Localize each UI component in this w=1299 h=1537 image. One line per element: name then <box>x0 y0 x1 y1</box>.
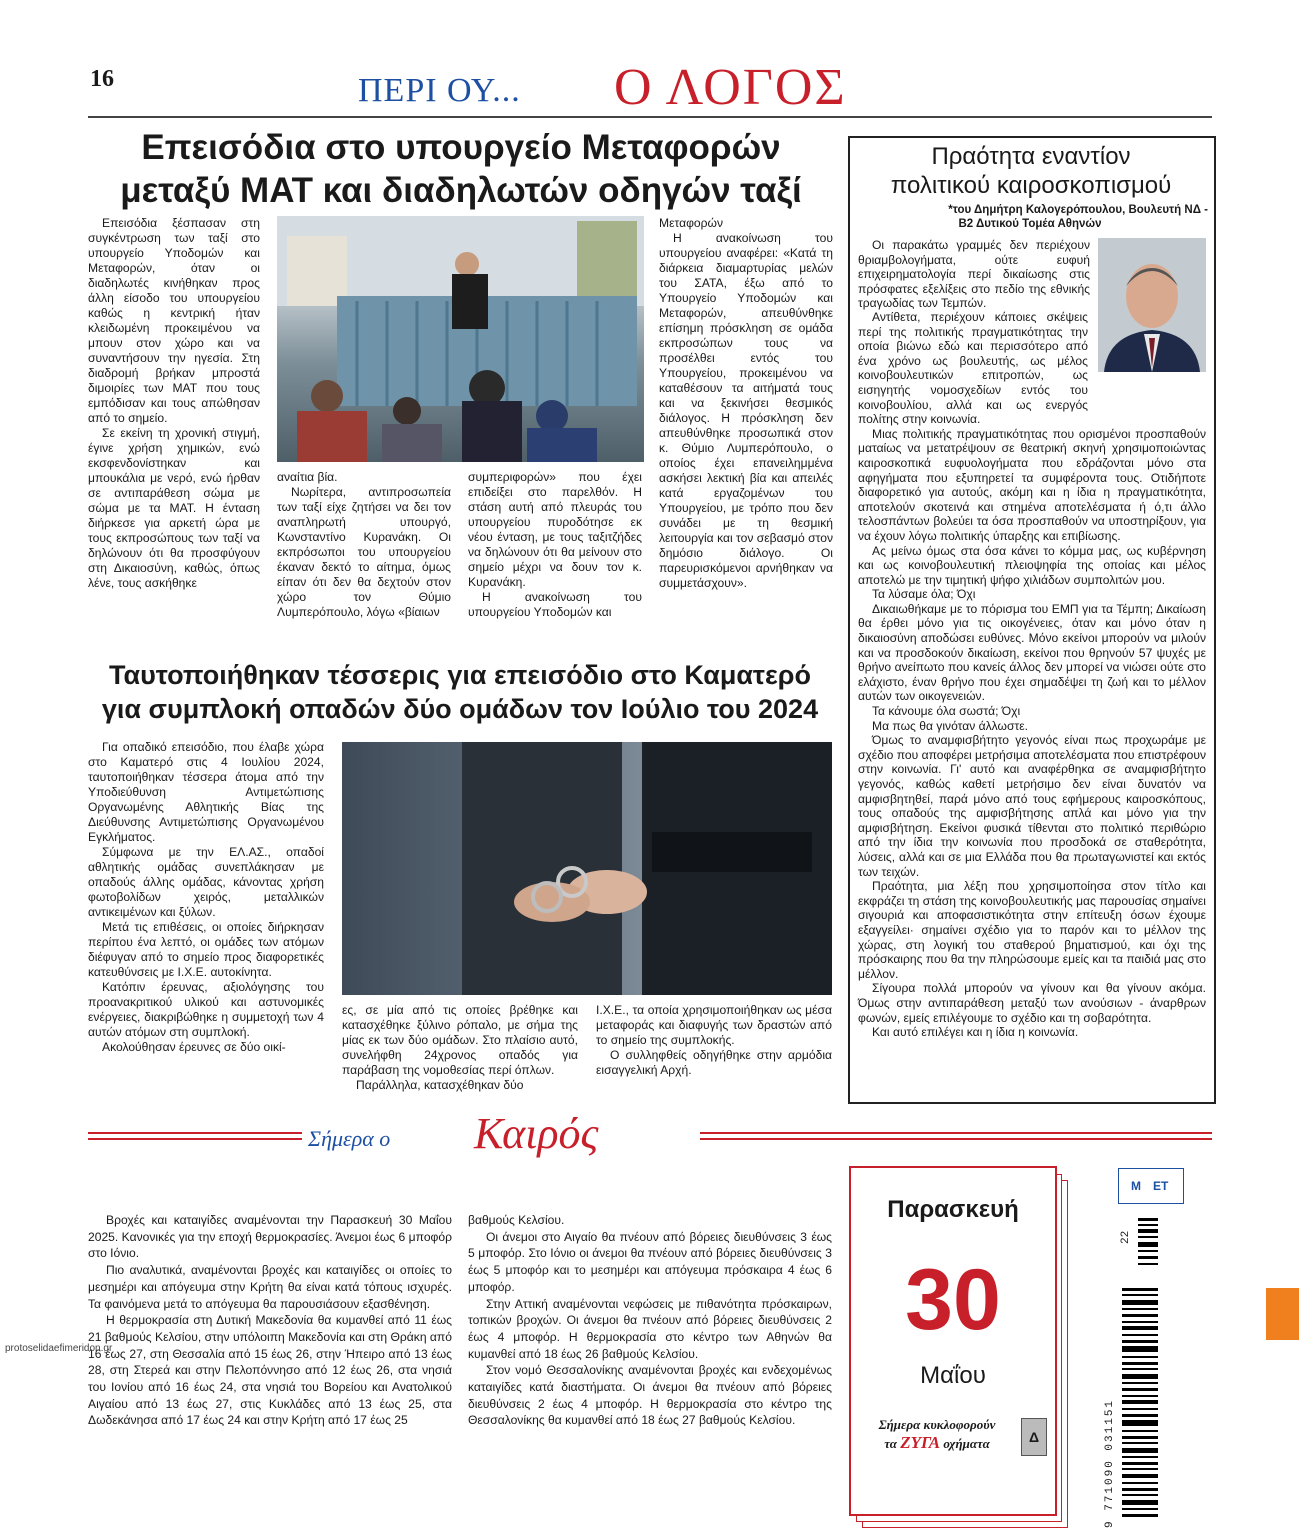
publisher-logo <box>1118 1168 1184 1204</box>
opinion-p3: Μιας πολιτικής πραγματικότητας που ορισμένοι προσπαθούν ματαίως να μετατρέψουν σε θεατρική σκηνή χρησιμοποιώντας καιροσκοπικά ευφυολογήματα που εδράζονται μόνο στα αφηγήματα που εξυπηρετεί τα συμφέροντα τους. Οτιδήποτε διαφορετικό για αυτούς, ακόμη και η ίδια η πραγματικότητα, αποτελούν σκοτεινά και στημένα αποτελέσματα ή ό,τι άλλο τελοσπάντων βολεύει τα όσα προσπαθούν να υποστηρίξουν, για να έχουν λόγω πολιτικής ύπαρξης και επιβίωσης. <box>858 426 1206 543</box>
calendar-month: Μαΐου <box>920 1362 986 1389</box>
opinion-p12: Και αυτό επιλέγει και η ίδια η κοινωνία. <box>872 1025 1079 1040</box>
article1-col1-text: Επεισόδια ξέσπασαν στη συγκέντρωση των ταξί στο υπουργείο Υποδομών και Μεταφορών, όταν οι διαδηλωτές κινήθηκαν προς άλλη είσοδο του υπουργείου καθώς η κεντρική ήταν κλειδωμένη προκειμένου να μπουν στον χώρο και να συναντήσουν την ηγεσία. Στη διαδρομή βρήκαν μπροστά διμοιρίες των ΜΑΤ που τους εμπόδισαν και τους απώθησαν από το σημείο. <box>88 216 260 425</box>
article2-photo <box>342 742 832 995</box>
barcode <box>1108 1218 1162 1530</box>
article2-title-line2: για συμπλοκή οπαδών δύο ομάδων τον Ιούλιο του 2024 <box>101 694 819 724</box>
opinion-p2: Αντίθετα, περιέχουν κάποιες σκέψεις περί της πολιτικής πραγματικότητας την οποία βιώνω εδώ και περισσότερο από ένα χρόνο ως βουλευτής, ως μέλος κοινοβουλευτικών επιτροπών, ως εισηγητής νομοσχεδίων εντός του κοινοβουλίου, αλλά και ως ενεργός πολίτης στην κοινωνία. <box>858 310 1088 427</box>
article1-col2 <box>277 470 451 620</box>
article1-photo <box>277 216 644 462</box>
weather-p3: Η θερμοκρασία στη Δυτική Μακεδονία θα κυμανθεί από 11 έως 21 βαθμούς Κελσίου, στην υπόλοιπη Μακεδονία και στη Θράκη από 16 έως 27, στη Θεσσαλία από 15 έως 26, στην Ήπειρο από 13 έως 28, στη Στερεά και στην Πελοπόννησο από 12 έως 26, στα νησιά του Ιονίου από 16 έως 24, στα νησιά του Βορείου και Ανατολικού Αιγαίου από 13 έως 27, στις Κυκλάδες από 13 έως 25, στα Δωδεκάνησα από 17 έως 24 και στην Κρήτη από 17 έως 25 <box>88 1313 452 1428</box>
article1-col3b-text: Η ανακοίνωση του υπουργείου Υποδομών και <box>468 590 642 619</box>
logo-left-text: Μ <box>1131 1179 1141 1193</box>
weather-col1 <box>88 1212 452 1429</box>
opinion-title-line1: Πραότητα εναντίον <box>931 143 1131 170</box>
banner-stripe-left1 <box>88 1132 302 1134</box>
article2-c2b-text: Παράλληλα, κατασχέθηκαν δύο <box>356 1078 524 1092</box>
article2-p3: Μετά τις επιθέσεις, οι οποίες διήρκησαν περίπου ένα λεπτό, οι ομάδες των ατόμων διέφυγαν από το σημείο προς διαφορετικές κατευθύνσεις με Ι.Χ.Ε. αυτοκίνητα. <box>88 920 324 979</box>
opinion-title-line2: πολιτικού καιροσκοπισμού <box>890 172 1172 199</box>
barcode-digits: 9 771090 031151 <box>1104 1398 1116 1528</box>
opinion-p6: Δικαιωθήκαμε με το πόρισμα του ΕΜΠ για τα Τέμπη; Δικαίωση θα έρθει μόνο για τις οικογένειες, όταν και μόνο όταν η δικαιοσύνη αποδώσει ευθύνες. Μόνο εκείνοι μπορούν να μιλούν και να προσδοκούν δικαίωση, εκείνοι που θρηνούν 57 ψυχές με θρήνο ανείπωτο που κανείς άλλος δεν μπορεί να νιώσει ούτε στο ελάχιστο, έναν θρήνο που έχει σημαδέψει τη ζωή και το μέλλον αυτών των οικογενειών. <box>858 601 1206 704</box>
opinion-p7: Τα κάνουμε όλα σωστά; Όχι <box>872 704 1021 719</box>
weather-c2d: Στον νομό Θεσσαλονίκης αναμένονται βροχές και ενδεχομένως καταιγίδες κατά διαστήματα. Οι άνεμοι θα πνέουν από βόρειες διευθύνσεις 2 έως 4 μποφόρ. Η θερμοκρασία στο κέντρο της Θεσσαλονίκης θα κυμανθεί από 18 έως 27 βαθμούς Κελσίου. <box>468 1363 832 1428</box>
weather-banner-big: Καιρός <box>474 1109 599 1158</box>
article2-p4: Κατόπιν έρευνας, αξιολόγησης του προανακριτικού υλικού και αστυνομικές ενέργειες, διακριβώθηκε η συμμετοχή των 4 αυτών ατόμων στη συμπλοκή. <box>88 980 324 1039</box>
weather-p2: Πιο αναλυτικά, αναμένονται βροχές και καταιγίδες οι οποίες το μεσημέρι και απόγευμα στην Κρήτη θα είναι κατά τόπους ισχυρές. Τα φαινόμενα μετά το απόγευμα θα παρουσιάσουν εξασθένηση. <box>88 1263 452 1311</box>
article2-title-line1: Ταυτοποιήθηκαν τέσσερις για επεισόδιο στο Καματερό <box>108 660 811 690</box>
article2-col2 <box>342 1003 578 1093</box>
weather-p1: Βροχές και καταιγίδες αναμένονται την Παρασκευή 30 Μαΐου 2025. Κανονικές για την εποχή θερμοκρασίες. Άνεμοι έως 6 μποφόρ στο Ιόνιο. <box>88 1213 452 1261</box>
weather-c2c: Στην Αττική αναμένονται νεφώσεις με πιθανότητα πρόσκαιρων, τοπικών βροχών. Οι άνεμοι θα πνέουν από βόρειες διευθύνσεις 2 έως 4 μποφόρ. Η θερμοκρασία στο κέντρο των Αθηνών θα κυμανθεί από 18 έως 26 βαθμούς Κελσίου. <box>468 1296 832 1361</box>
watermark: protoselidaefimeridon.gr <box>5 1343 113 1354</box>
opinion-p10: Πραότητα, μια λέξη που χρησιμοποίησα στον τίτλο και εκφράζει τη στάση της κοινοβουλευτικής μας παρουσίας σημαίνει σιγουριά και αποφασιστικότητα στην επίτευξη όσων έχουμε εξαγγείλει· σημαίνει σχέδιο για το παρόν και το μέλλον της χώρας, στη λογική του σταθερού βηματισμού, και όχι της πρόσκαιρης που θα την πληρώσουμε εμείς και τα παιδιά μας στο μέλλον. <box>858 879 1206 981</box>
article1-col3 <box>468 470 642 620</box>
calendar-day: 30 <box>905 1252 1001 1348</box>
barcode-icon <box>1108 1218 1162 1530</box>
opinion-p9: Όμως το αναμφισβήτητο γεγονός είναι πως προχωράμε με σχέδιο που αποφέρει μετρήσιμα αποτελέσματα που επιστρέφουν στην κοινωνία. Γι' αυτό και αναφέρθηκα σε αναμφισβήτητο γεγονός, καθώς καθετί μετρήσιμο δεν είναι δυνατόν να αμφισβητηθεί, παρά μόνο από τους εφήμερους καιροσκόπους, τους οπαδούς της αμφισβήτησης απλά και μόνο για την αμφισβήτηση. Εκείνοι φυσικά τίθενται στο πολιτικό περιθώριο από την ίδια την κοινωνία που προσδοκά σε σταθερότητα, λύσεις, αλλά και σε μια Ελλάδα που θα πρωταγωνιστεί και εκτός των τειχών. <box>858 733 1206 879</box>
odd-even-key: ΖΥΓΑ <box>900 1433 941 1452</box>
odd-even-notice <box>855 1416 1019 1453</box>
calendar-weekday: Παρασκευή <box>887 1196 1019 1223</box>
opinion-p1: Οι παρακάτω γραμμές δεν περιέχουν θριαμβολογήματα, ούτε ευφυή επιχειρηματολογία περί δικαίωσης στις πρόσφατες εξελίξεις στο πεδίο της εθνικής τραγωδίας των Τεμπών. <box>858 238 1090 311</box>
opinion-body <box>858 310 1206 1040</box>
article1-col4 <box>659 216 833 591</box>
article1-col2b-text: Νωρίτερα, αντιπροσωπεία των ταξί είχε ζητήσει να δει τον αναπληρωτή υπουργό, Κωνσταντίνο Κυρανάκη. Οι εκπρόσωποι του υπουργείου έκαναν δεκτό το αίτημα, όμως είπαν ότι δεν θα δεχτούν στον χώρο τον Θύμιο Λυμπερόπουλο, λόγω «βίαιων <box>277 485 451 619</box>
article1-col2a-text: αναίτια βία. <box>277 470 338 484</box>
article2-p1: Για οπαδικό επεισόδιο, που έλαβε χώρα στο Καματερό στις 4 Ιουλίου 2024, ταυτοποιήθηκαν τέσσερα άτομα από την Υποδιεύθυνση Αντιμετώπισης Οργανωμένης Αθλητικής Βίας της Διεύθυνσης Αντιμετώπισης Οργανωμένου Εγκλήματος. <box>88 740 324 844</box>
taxi-protest-photo <box>277 216 644 462</box>
weather-banner-small: Σήμερα ο <box>308 1126 391 1151</box>
article2-p5: Ακολούθησαν έρευνες σε δύο οικί- <box>102 1040 286 1054</box>
opinion-byline2: Β2 Δυτικού Τομέα Αθηνών <box>958 218 1102 230</box>
weather-c2a: βαθμούς Κελσίου. <box>468 1213 565 1227</box>
opinion-p8: Μα πως θα γινόταν άλλωστε. <box>872 718 1028 733</box>
banner-stripe-right1 <box>700 1132 1212 1134</box>
article2-headline <box>80 658 840 726</box>
orange-page-tab <box>1266 1288 1299 1340</box>
barcode-issue: 22 <box>1120 1230 1132 1244</box>
opinion-headline <box>852 142 1210 200</box>
article1-col1b-text: Σε εκείνη τη χρονική στιγμή, έγινε χρήση χημικών, ενώ εκσφενδονίστηκαν και μπουκάλια με νερό, ενώ ήρθαν σε αντιπαράθεση σώμα με σώμα με τα ΜΑΤ. Η ένταση διήρκεσε για αρκετή ώρα με τους εκπροσώπους των ταξί να δηλώνουν ότι θα προσφύγουν στη Δικαιοσύνη, καθώς, όπως λένε, τους ασκήθηκε <box>88 426 260 590</box>
banner-stripe-left2 <box>88 1138 302 1140</box>
banner-stripe-right2 <box>700 1138 1212 1140</box>
article2-c3-text: Ι.Χ.Ε., τα οποία χρησιμοποιήθηκαν ως μέσα μεταφοράς και διαφυγής των δραστών από το σημείο της συμπλοκής. <box>596 1003 832 1047</box>
article1-col4b-text: Η ανακοίνωση του υπουργείου αναφέρει: «Κατά τη διάρκεια διαμαρτυρίας μελών του ΣΑΤΑ, έξω από το Υπουργείο Υποδομών και Μεταφορών, απευθύνθηκε επίσημη πρόσκληση σε ομάδα εκπροσώπων τους να προσέλθει εντός του Υπουργείου, προκειμένου να καταθέσουν τα αιτήματά τους και να ξεκινήσει θεσμικός διάλογος. Η πρόσκληση δεν απευθύνθηκε προσωπικά στον κ. Θύμιο Λυμπερόπουλο, ο οποίος έχει επανειλημμένα ασκήσει λεκτική βία και απειλές κατά εργαζομένων του Υπουργείου, με τρόπο που δεν συνάδει με τη θεσμική λειτουργία και τον σεβασμό στον δημόσιο διάλογο. Οι παρευρισκόμενοι αρνήθηκαν να συμμετάσχουν». <box>659 231 833 590</box>
odd-even-suffix: οχήματα <box>943 1436 990 1451</box>
article2-col3 <box>596 1003 832 1078</box>
handcuffs-photo <box>342 742 832 995</box>
article2-c2-text: ες, σε μία από τις οποίες βρέθηκε και κατασχέθηκε ξύλινο ρόπαλο, με σήμα της μίας εκ των δύο ομάδων. Στο πλαίσιο αυτό, συνελήφθη 24χρονος οπαδός για παράβαση της νομοθεσίας περί όπλων. <box>342 1003 578 1077</box>
odd-even-prefix: Σήμερα κυκλοφορούν <box>878 1417 996 1432</box>
odd-even-middle: τα <box>884 1436 897 1451</box>
logo-right-text: ΕΤ <box>1153 1179 1169 1193</box>
article1-title-line2: μεταξύ ΜΑΤ και διαδηλωτών οδηγών ταξί <box>120 171 802 210</box>
article1-col1 <box>88 216 260 591</box>
calendar-card <box>849 1166 1057 1516</box>
page-number: 16 <box>90 66 114 92</box>
opinion-p11: Σίγουρα πολλά μπορούν να γίνουν και θα γίνουν ακόμα. Όμως στην αντιπαράθεση μεταξύ των ανούσιων - άναρθρων φωνών, εμείς επιλέγουμε το σχέδιο και τη σοβαρότητα. <box>858 981 1206 1025</box>
header-rule <box>88 116 1212 118</box>
badge-icon: Δ <box>1021 1418 1047 1456</box>
opinion-byline1: *του Δημήτρη Καλογερόπουλου, Βουλευτή ΝΔ - <box>948 204 1208 216</box>
opinion-p4: Ας μείνω όμως στα όσα κάνει το κόμμα μας, ως κυβέρνηση και ως κοινοβουλευτική πλειοψηφία της οποίας και μέλος αποτελώ με την τιμητική ψήφο χιλιάδων συμπολιτών μου. <box>858 543 1206 587</box>
article2-c3b-text: Ο συλληφθείς οδηγήθηκε στην αρμόδια εισαγγελική Αρχή. <box>596 1048 832 1077</box>
article2-p2: Σύμφωνα με την ΕΛ.ΑΣ., οπαδοί αθλητικής ομάδας συνεπλάκησαν με οπαδούς άλλης ομάδας, κάνοντας χρήση φωτοβολίδων χειρός, μεταλλικών αντικειμένων και ξύλων. <box>88 845 324 919</box>
article1-headline <box>88 126 834 212</box>
opinion-intro <box>858 238 1090 311</box>
weather-col2 <box>468 1212 832 1429</box>
article1-col3-text: συμπεριφορών» που έχει επιδείξει στο παρελθόν. Η στάση αυτή από πλευράς του υπουργείου πυροδότησε εκ νέου ένταση, με τους ταξιτζήδες να δηλώνουν ότι θα μείνουν στο σημείο μέχρι να δουν τον κ. Κυρανάκη. <box>468 470 642 589</box>
opinion-byline <box>852 203 1208 231</box>
masthead-left: ΠΕΡΙ ΟΥ... <box>358 72 521 109</box>
masthead-right: Ο ΛΟΓΟΣ <box>614 59 847 116</box>
opinion-p5: Τα λύσαμε όλα; Όχι <box>872 587 976 602</box>
article1-col4a-text: Μεταφορών <box>659 216 723 230</box>
weather-c2b: Οι άνεμοι στο Αιγαίο θα πνέουν από βόρειες διευθύνσεις 3 έως 5 μποφόρ. Στο Ιόνιο οι άνεμοι θα πνέουν από βόρειες διευθύνσεις 3 έως 5 μποφόρ και το μεσημέρι και απόγευμα πρόσκαιρα 4 έως 6 μποφόρ. <box>468 1229 832 1294</box>
article2-col1 <box>88 740 324 1055</box>
article1-title-line1: Επεισόδια στο υπουργείο Μεταφορών <box>141 128 781 167</box>
